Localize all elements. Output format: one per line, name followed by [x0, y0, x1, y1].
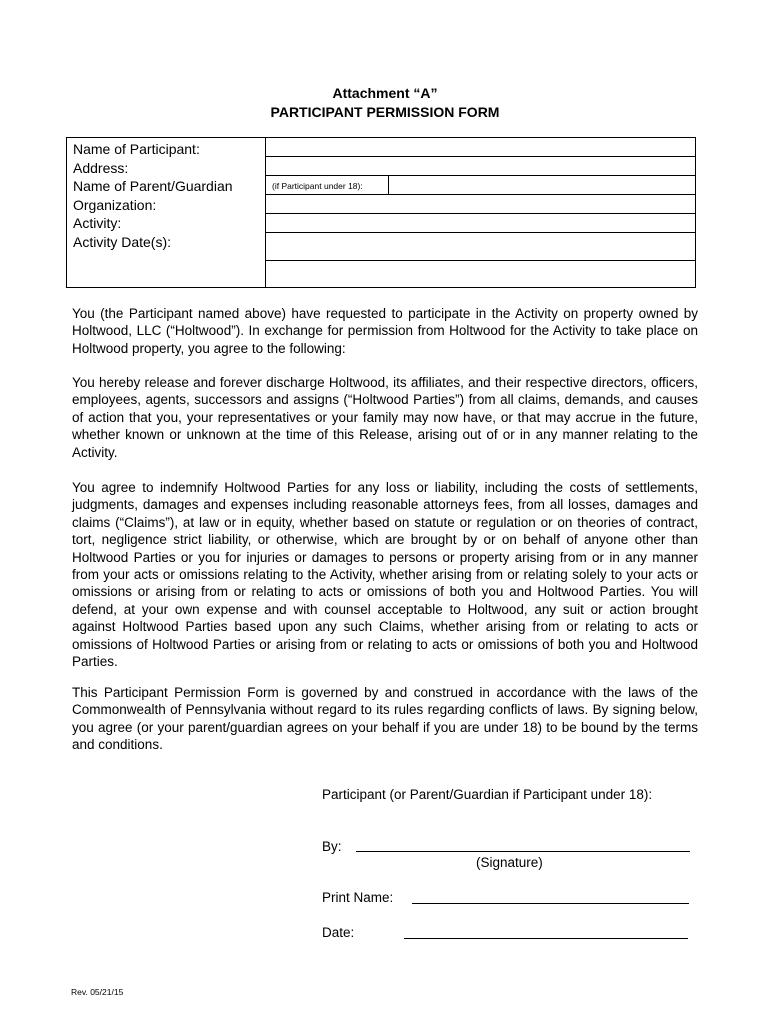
date-line[interactable]	[404, 938, 688, 939]
by-label: By:	[322, 839, 342, 854]
indemnify-paragraph: You agree to indemnify Holtwood Parties for any loss or liability, including the costs of settlements, judgments, damages and expenses including reasonable attorneys fees, from all losses, damages and claims (“Claims”), at law or in equity, whether based on statute or regulation or on theories of contract, tort, negligence strict liability, or otherwise, which are brought by or on behalf of anyone other than Holtwood Parties or you for injuries or damages to persons or property arising from or in any manner from your acts or omissions relating to the Activity, whether arising from or relating solely to your acts or omissions or arising from or relating to acts or omissions of both you and Holtwood Parties. You will defend, at your own expense and with counsel acceptable to Holtwood, any suit or action brought against Holtwood Parties based upon any such Claims, whether arising from or relating to acts or omissions of Holtwood Parties or arising from or relating to acts or omissions of both you and Holtwood Parties.	[72, 480, 698, 670]
form-title: PARTICIPANT PERMISSION FORM	[270, 104, 500, 120]
print-name-line[interactable]	[412, 903, 689, 904]
intro-paragraph: You (the Participant named above) have requested to participate in the Activity on property owned by Holtwood, LLC (“Holtwood”). In exchange for permission from Holtwood for the Activity to take place on Holtwood property, you agree to the following:	[72, 306, 698, 356]
revision-note: Rev. 05/21/15	[71, 987, 124, 997]
participant-name-label: Name of Participant:	[73, 141, 200, 157]
date-label: Date:	[322, 925, 355, 940]
governing-law-paragraph: This Participant Permission Form is governed by and construed in accordance with the laws of the Commonwealth of Pennsylvania without regard to its rules regarding conflicts of laws. By signing below, you agree (or your parent/guardian agrees on your behalf if you are under 18) to be bound by the terms and conditions.	[72, 685, 698, 753]
parent-guardian-note: (if Participant under 18):	[266, 176, 389, 194]
signature-caption: (Signature)	[476, 855, 543, 870]
activity-field[interactable]	[266, 214, 696, 233]
organization-field[interactable]	[266, 195, 696, 214]
parent-guardian-label: Name of Parent/Guardian	[73, 178, 233, 195]
print-name-label: Print Name:	[322, 890, 394, 905]
signature-line[interactable]	[356, 851, 690, 852]
address-field[interactable]	[266, 157, 696, 176]
parent-guardian-cell	[266, 176, 696, 195]
activity-label: Activity:	[73, 215, 122, 232]
activity-dates-label: Activity Date(s):	[73, 233, 172, 250]
attachment-heading: Attachment “A”	[332, 85, 438, 101]
participant-info-table	[66, 137, 696, 288]
address-label: Address:	[73, 159, 129, 176]
activity-dates-field-2[interactable]	[266, 261, 696, 288]
organization-label: Organization:	[73, 196, 157, 213]
signature-intro: Participant (or Parent/Guardian if Participant under 18):	[322, 787, 653, 802]
participant-name-field[interactable]	[266, 138, 696, 157]
info-labels-cell	[67, 138, 266, 288]
parent-guardian-field[interactable]	[389, 176, 695, 194]
release-paragraph: You hereby release and forever discharge Holtwood, its affiliates, and their respective directors, officers, employees, agents, successors and assigns (“Holtwood Parties”) from all claims, demands, and causes of action that you, your representatives or your family may now have, or that may accrue in the future, whether known or unknown at the time of this Release, arising out of or in any manner relating to the Activity.	[72, 375, 698, 460]
activity-dates-field[interactable]	[266, 233, 696, 261]
